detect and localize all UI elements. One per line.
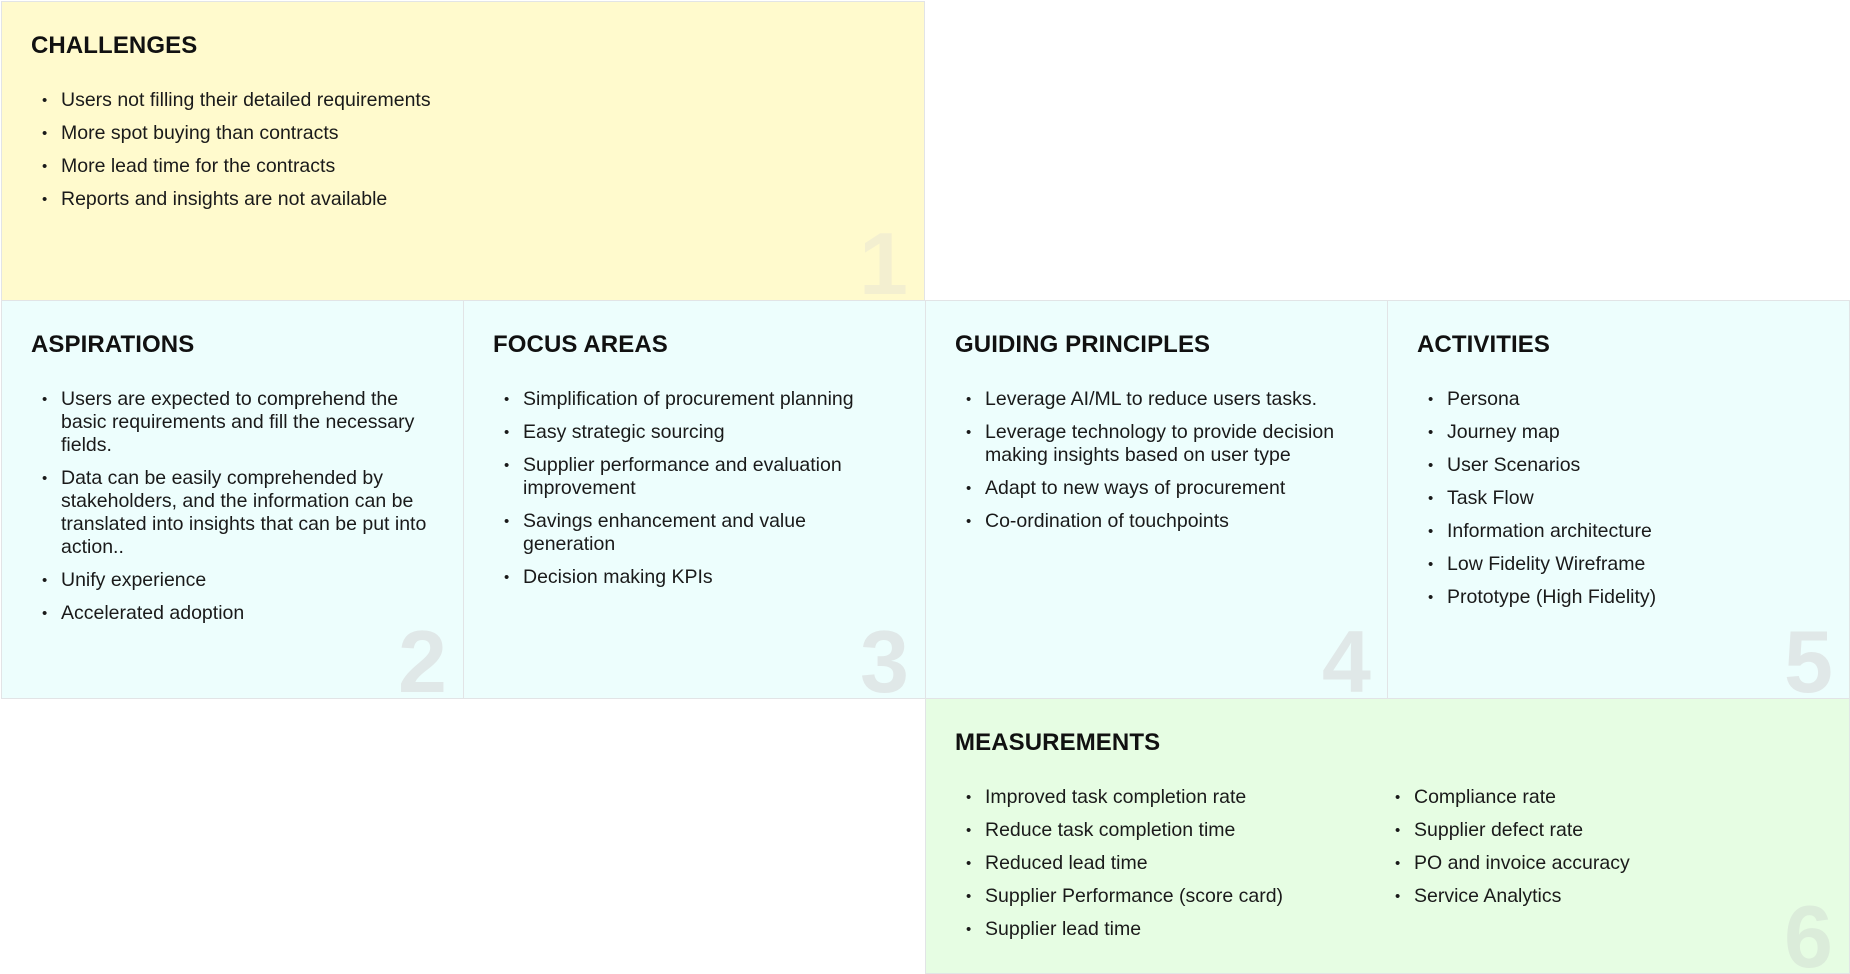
activities-number: 5 [1784, 612, 1833, 699]
list-item: • Reports and insights are not available [31, 188, 431, 211]
list-item: • Prototype (High Fidelity) [1417, 586, 1817, 609]
list-item: • Decision making KPIs [493, 566, 893, 589]
guiding-principles-list [955, 388, 1360, 543]
list-item: • Supplier Performance (score card) [955, 885, 1375, 908]
focus-areas-card [463, 300, 926, 699]
list-item: • Accelerated adoption [31, 602, 441, 625]
list-item: • Improved task completion rate [955, 786, 1375, 809]
list-item: • Supplier defect rate [1384, 819, 1784, 842]
list-item: • Information architecture [1417, 520, 1817, 543]
list-item: • More lead time for the contracts [31, 155, 431, 178]
challenges-card [1, 1, 925, 301]
focus-areas-number: 3 [860, 612, 909, 699]
measurements-number: 6 [1784, 887, 1833, 974]
list-item: • More spot buying than contracts [31, 122, 431, 145]
aspirations-list [31, 388, 441, 635]
list-item: • Adapt to new ways of procurement [955, 477, 1360, 500]
list-item: • User Scenarios [1417, 454, 1817, 477]
list-item: • Journey map [1417, 421, 1817, 444]
measurements-title: MEASUREMENTS [955, 729, 1161, 756]
guiding-principles-card [925, 300, 1388, 699]
focus-areas-title: FOCUS AREAS [493, 331, 668, 358]
challenges-title: CHALLENGES [31, 32, 198, 59]
list-item: • Co-ordination of touchpoints [955, 510, 1360, 533]
list-item: • Unify experience [31, 569, 441, 592]
activities-title: ACTIVITIES [1417, 331, 1551, 358]
list-item: • Leverage technology to provide decision making insights based on user type [955, 421, 1360, 467]
challenges-list [31, 89, 431, 221]
measurements-card [925, 698, 1850, 974]
guiding-principles-number: 4 [1322, 612, 1371, 699]
aspirations-card [1, 300, 464, 699]
guiding-principles-title: GUIDING PRINCIPLES [955, 331, 1211, 358]
list-item: • Reduced lead time [955, 852, 1375, 875]
list-item: • Users not filling their detailed requirements [31, 89, 431, 112]
list-item: • Persona [1417, 388, 1817, 411]
activities-card [1387, 300, 1850, 699]
challenges-number: 1 [859, 214, 908, 301]
list-item: • Compliance rate [1384, 786, 1784, 809]
aspirations-title: ASPIRATIONS [31, 331, 195, 358]
list-item: • PO and invoice accuracy [1384, 852, 1784, 875]
aspirations-number: 2 [398, 612, 447, 699]
list-item: • Service Analytics [1384, 885, 1784, 908]
list-item: • Users are expected to comprehend the basic requirements and fill the necessary fields. [31, 388, 441, 457]
list-item: • Data can be easily comprehended by stakeholders, and the information can be translated into insights that can be put into action.. [31, 467, 441, 559]
focus-areas-list [493, 388, 893, 599]
list-item: • Easy strategic sourcing [493, 421, 893, 444]
measurements-list-right [1384, 786, 1784, 918]
list-item: • Task Flow [1417, 487, 1817, 510]
list-item: • Reduce task completion time [955, 819, 1375, 842]
activities-list [1417, 388, 1817, 619]
list-item: • Low Fidelity Wireframe [1417, 553, 1817, 576]
list-item: • Savings enhancement and value generation [493, 510, 893, 556]
list-item: • Leverage AI/ML to reduce users tasks. [955, 388, 1360, 411]
list-item: • Supplier lead time [955, 918, 1375, 941]
list-item: • Supplier performance and evaluation improvement [493, 454, 893, 500]
measurements-list-left [955, 786, 1375, 951]
list-item: • Simplification of procurement planning [493, 388, 893, 411]
